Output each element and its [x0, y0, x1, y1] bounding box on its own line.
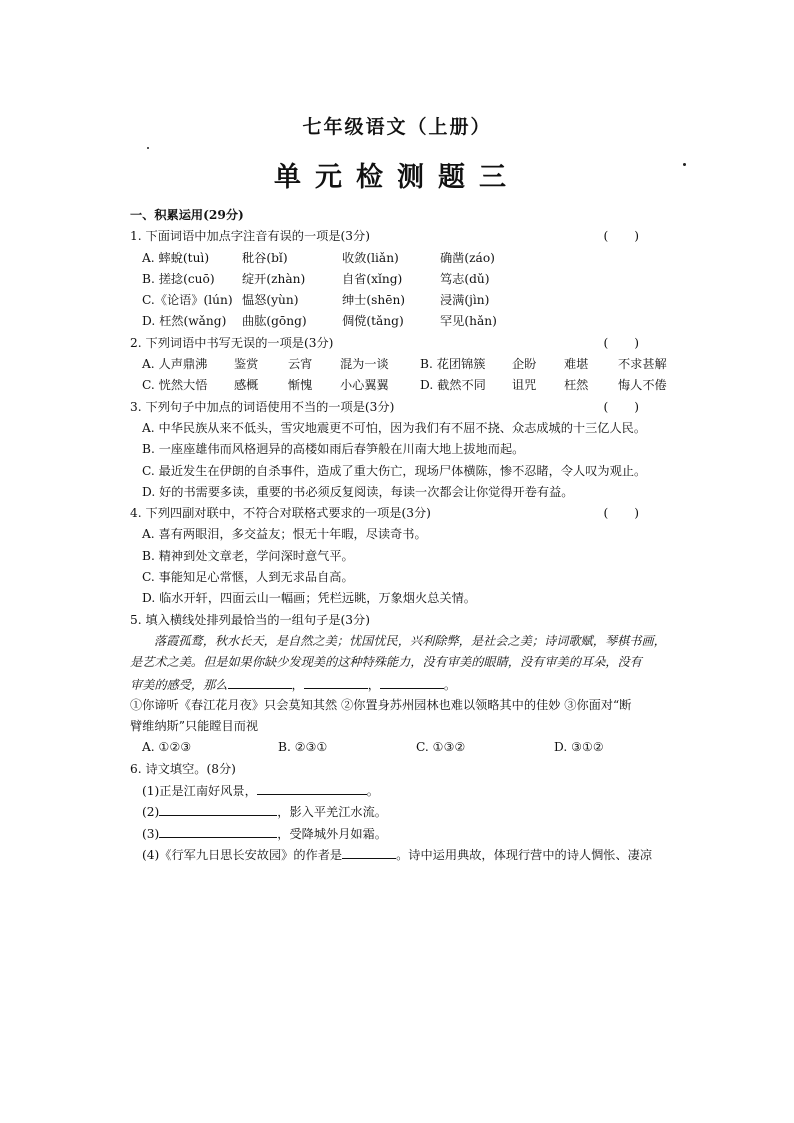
fill-text: (4)《行军九日思长安故园》的作者是 [142, 847, 343, 862]
passage-line: 落霞孤鹜，秋水长天，是自然之美；忧国忧民，兴利除弊，是社会之美；诗词歌赋，琴棋书画， [154, 633, 666, 648]
option-item: A. 蟀蛻(tuì) [142, 250, 210, 265]
answer-options [130, 737, 675, 758]
grade-title: 七年级语文（上册） [302, 116, 492, 138]
fill-line [130, 823, 675, 844]
option-item: 鉴赏 [234, 357, 259, 372]
answer-blank[interactable] [159, 801, 277, 816]
fill-text: (1)正是江南好风景， [142, 784, 257, 799]
answer-blank[interactable] [380, 674, 444, 689]
answer-blank[interactable] [342, 844, 396, 859]
option-item: D. 截然不同 [420, 378, 486, 393]
question-stem: 2. 下列词语中书写无误的一项是(3分) [130, 335, 334, 350]
option-item: 笃志(dǔ) [440, 271, 490, 286]
option-item: B. 搓捻(cuō) [142, 271, 215, 286]
fill-text: ，受降城外月如霜。 [277, 826, 387, 841]
option-row [130, 311, 675, 332]
punct: ， [291, 677, 304, 692]
question-6 [130, 759, 675, 780]
option-item: 不求甚解 [618, 357, 667, 372]
option-item: D. ③①② [554, 740, 604, 755]
option-line: C. 最近发生在伊朗的自杀事件，造成了重大伤亡，现场尸体横陈，惨不忍睹，令人叹为观止。 [142, 463, 647, 478]
fill-text: ，影入平羌江水流。 [277, 805, 387, 820]
option-item: 枉然 [564, 378, 589, 393]
option-item: 企盼 [512, 357, 537, 372]
fill-text: 。诗中运用典故，体现行营中的诗人惆怅、凄凉 [396, 847, 653, 862]
choices-line: 臂维纳斯”只能瞠目而视 [130, 719, 259, 734]
option-line: B. 精神到处文章老，学问深时意气平。 [142, 548, 354, 563]
question-stem: 1. 下面词语中加点字注音有误的一项是(3分) [130, 229, 370, 244]
option-line: D. 好的书需要多读，重要的书必须反复阅读，每读一次都会让你觉得开卷有益。 [142, 484, 574, 499]
option-item: D. 枉然(wǎng) [142, 314, 227, 329]
option-item: C.《论语》(lún) [142, 293, 233, 308]
option-item: 绅士(shēn) [342, 293, 406, 308]
section-heading: 一、积累运用(29分) [130, 208, 244, 222]
option-line: B. 一座座雄伟而风格迥异的高楼如雨后春笋般在川南大地上拔地而起。 [142, 442, 525, 457]
question-4 [130, 503, 675, 524]
answer-blank[interactable] [257, 780, 367, 795]
option-item: 收敛(liǎn) [342, 250, 399, 265]
punct: 。 [366, 784, 379, 799]
option-item: 罕见(hǎn) [440, 314, 497, 329]
answer-bracket: () [603, 506, 665, 521]
fill-line [130, 801, 675, 822]
answer-blank[interactable] [228, 674, 292, 689]
option-line: A. 中华民族从来不低头，雪灾地震更不可怕，因为我们有不屈不挠、众志成城的十三亿人民。 [142, 420, 647, 435]
question-3 [130, 397, 675, 418]
answer-blank[interactable] [304, 674, 368, 689]
punct: ， [367, 677, 380, 692]
passage-line: 是艺术之美。但是如果你缺少发现美的这种特殊能力，没有审美的眼睛，没有审美的耳朵，没有 [130, 655, 642, 670]
option-row [130, 248, 675, 269]
fill-text: (3) [142, 826, 160, 841]
question-stem: 3. 下列句子中加点的词语使用不当的一项是(3分) [130, 399, 395, 414]
option-line: A. 喜有两眼泪，多交益友；恨无十年暇，尽读奇书。 [142, 527, 427, 542]
option-item: 悔人不倦 [618, 378, 667, 393]
option-item: 混为一谈 [340, 357, 389, 372]
passage-text: 审美的感受，那么 [130, 677, 228, 692]
option-item: 秕谷(bǐ) [242, 250, 288, 265]
passage-blank-line [130, 674, 675, 695]
answer-bracket: () [603, 335, 665, 350]
exam-content [130, 205, 675, 865]
option-row [130, 269, 675, 290]
option-item: 倜傥(tǎng) [342, 314, 404, 329]
option-item: A. ①②③ [142, 740, 192, 755]
scan-speck [683, 163, 686, 166]
option-item: 确凿(záo) [440, 250, 495, 265]
answer-bracket: () [603, 399, 665, 414]
question-stem: 6. 诗文填空。(8分) [130, 761, 236, 776]
question-1 [130, 226, 675, 247]
option-row [130, 375, 675, 396]
option-item: A. 人声鼎沸 [142, 357, 208, 372]
option-line: D. 临水开轩，四面云山一幅画；凭栏远眺，万象烟火总关情。 [142, 591, 476, 606]
question-2 [130, 333, 675, 354]
option-item: 愠怒(yùn) [242, 293, 299, 308]
fill-line [130, 844, 675, 865]
option-row [130, 290, 675, 311]
option-item: B. 花团锦簇 [420, 357, 486, 372]
option-item: 自省(xǐng) [342, 271, 403, 286]
choices-line: ①你谛听《春江花月夜》只会莫知其然 ②你置身苏州园林也难以领略其中的佳妙 ③你面对“断 [130, 697, 632, 712]
option-item: 云宵 [288, 357, 313, 372]
option-item: 惭愧 [288, 378, 313, 393]
option-item: B. ②③① [278, 740, 328, 755]
test-title: 单元检测题三 [274, 162, 520, 193]
punct: 。 [443, 677, 457, 692]
option-item: 难堪 [564, 357, 589, 372]
option-item: 小心翼翼 [340, 378, 389, 393]
option-item: 绽开(zhàn) [242, 271, 306, 286]
fill-text: (2) [142, 805, 160, 820]
option-item: 曲肱(gōng) [242, 314, 307, 329]
option-item: 浸满(jìn) [440, 293, 490, 308]
option-item: 感概 [234, 378, 259, 393]
question-5 [130, 610, 675, 631]
option-item: C. ①③② [416, 740, 466, 755]
option-item: 诅咒 [512, 378, 537, 393]
question-stem: 4. 下列四副对联中，不符合对联格式要求的一项是(3分) [130, 506, 431, 521]
option-item: C. 恍然大悟 [142, 378, 208, 393]
scan-speck [147, 147, 149, 149]
question-stem: 5. 填入横线处排列最恰当的一组句子是(3分) [130, 612, 370, 627]
option-row [130, 354, 675, 375]
option-line: C. 事能知足心常惬，人到无求品自高。 [142, 570, 354, 585]
fill-line [130, 780, 675, 801]
answer-blank[interactable] [159, 823, 277, 838]
answer-bracket: () [603, 229, 665, 244]
